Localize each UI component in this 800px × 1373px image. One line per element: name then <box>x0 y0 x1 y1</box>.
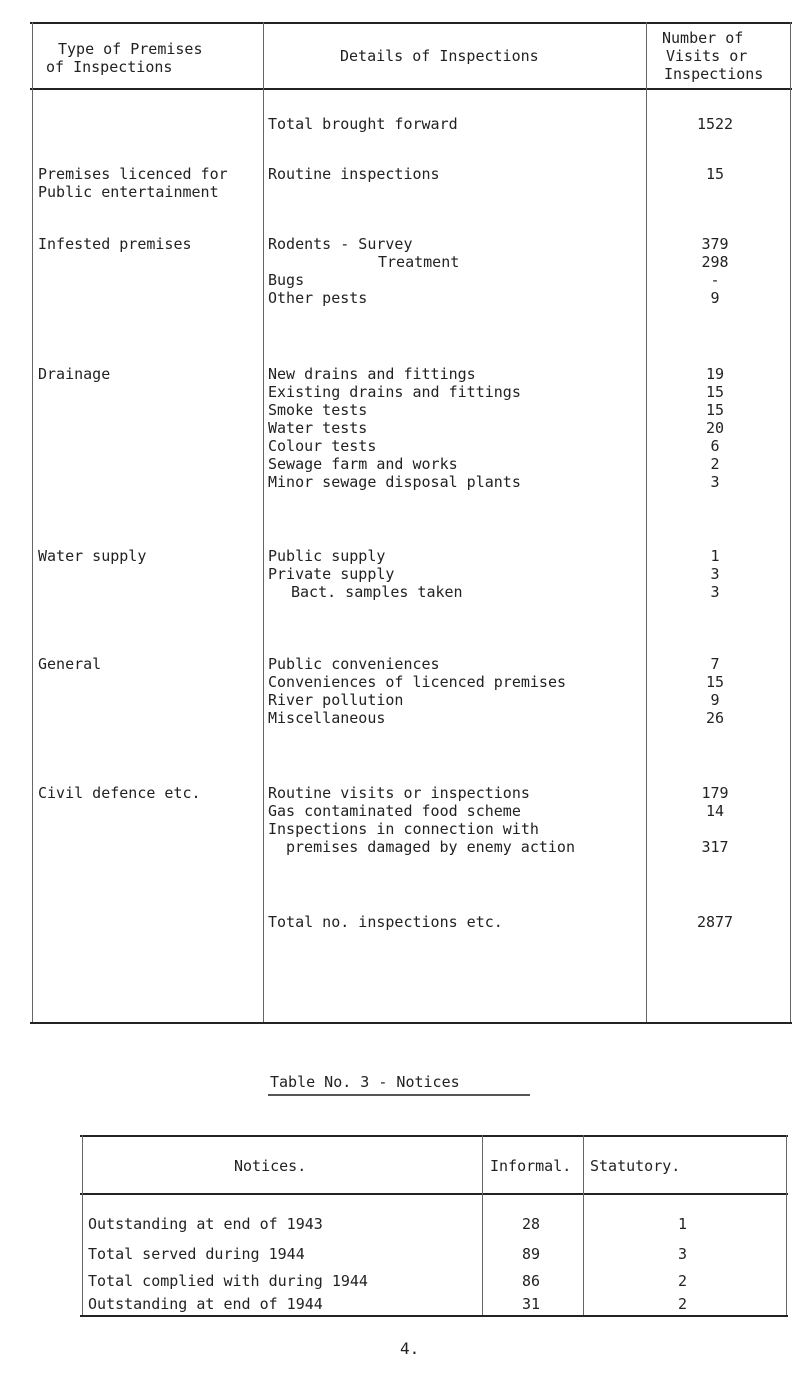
general-detail: River pollution <box>268 691 404 709</box>
drainage-value: 19 <box>705 365 725 383</box>
notices-row-statutory: 3 <box>678 1245 688 1263</box>
infested-detail: Rodents - Survey <box>268 235 413 253</box>
civil-value: 179 <box>701 784 729 802</box>
general-value: 15 <box>705 673 725 691</box>
col-divider-1 <box>263 22 264 1022</box>
drainage-detail: Existing drains and fittings <box>268 383 521 401</box>
brought-forward-value: 1522 <box>696 115 734 133</box>
header-bottom-border <box>30 88 792 90</box>
informal-header: Informal. <box>490 1157 572 1175</box>
water-type: Water supply <box>38 547 147 565</box>
notices-header: Notices. <box>234 1157 307 1175</box>
drainage-detail: Smoke tests <box>268 401 368 419</box>
brought-forward-label: Total brought forward <box>268 115 458 133</box>
drainage-detail: Minor sewage disposal plants <box>268 473 521 491</box>
header-details: Details of Inspections <box>340 47 539 65</box>
general-value: 26 <box>705 709 725 727</box>
drainage-detail: Sewage farm and works <box>268 455 458 473</box>
page-number: 4. <box>400 1339 420 1358</box>
infested-detail: Other pests <box>268 289 368 307</box>
general-value: 9 <box>710 691 720 709</box>
infested-detail: Treatment <box>378 253 460 271</box>
civil-type: Civil defence etc. <box>38 784 201 802</box>
water-value: 1 <box>710 547 720 565</box>
drainage-value: 6 <box>710 437 720 455</box>
drainage-value: 15 <box>705 401 725 419</box>
notices-row-statutory: 1 <box>678 1215 688 1233</box>
drainage-value: 3 <box>710 473 720 491</box>
drainage-value: 2 <box>710 455 720 473</box>
notices-row-label: Outstanding at end of 1943 <box>88 1215 323 1233</box>
notices-right-border <box>786 1135 787 1315</box>
drainage-value: 20 <box>705 419 725 437</box>
water-value: 3 <box>710 583 720 601</box>
civil-detail: Inspections in connection with <box>268 820 539 838</box>
notices-row-informal: 28 <box>522 1215 541 1233</box>
col-divider-2 <box>646 22 647 1022</box>
water-detail: Public supply <box>268 547 386 565</box>
civil-value: 317 <box>701 838 729 856</box>
table-bottom-border <box>30 1022 792 1024</box>
infested-value: - <box>710 271 720 289</box>
licensed-type-line1: Premises licenced for <box>38 165 228 183</box>
civil-value: 14 <box>705 802 725 820</box>
drainage-value: 15 <box>705 383 725 401</box>
water-detail: Bact. samples taken <box>291 583 463 601</box>
header-number-line1: Number of <box>662 29 744 47</box>
notices-row-informal: 31 <box>522 1295 541 1313</box>
drainage-detail: Water tests <box>268 419 368 437</box>
notices-col-divider-1 <box>482 1135 483 1315</box>
header-number-line3: Inspections <box>664 65 764 83</box>
water-detail: Private supply <box>268 565 395 583</box>
infested-value: 9 <box>710 289 720 307</box>
notices-top-border <box>80 1135 788 1137</box>
right-border <box>790 22 791 1022</box>
total-label: Total no. inspections etc. <box>268 913 503 931</box>
notices-col-divider-2 <box>583 1135 584 1315</box>
licensed-value: 15 <box>705 165 725 183</box>
notices-row-statutory: 2 <box>678 1272 688 1290</box>
notices-row-statutory: 2 <box>678 1295 688 1313</box>
drainage-type: Drainage <box>38 365 111 383</box>
notices-row-label: Outstanding at end of 1944 <box>88 1295 323 1313</box>
table-top-border <box>30 22 792 24</box>
infested-value: 298 <box>701 253 729 271</box>
civil-detail: Gas contaminated food scheme <box>268 802 521 820</box>
notices-table-title: Table No. 3 - Notices <box>270 1073 460 1091</box>
header-type-line2: of Inspections <box>46 58 173 76</box>
general-detail: Conveniences of licenced premises <box>268 673 567 691</box>
notices-header-border <box>80 1193 788 1195</box>
general-value: 7 <box>710 655 720 673</box>
infested-detail: Bugs <box>268 271 305 289</box>
general-type: General <box>38 655 102 673</box>
drainage-detail: New drains and fittings <box>268 365 476 383</box>
water-value: 3 <box>710 565 720 583</box>
header-type-line1: Type of Premises <box>58 40 203 58</box>
total-value: 2877 <box>696 913 734 931</box>
infested-type: Infested premises <box>38 235 192 253</box>
general-detail: Public conveniences <box>268 655 440 673</box>
statutory-header: Statutory. <box>590 1157 681 1175</box>
notices-bottom-border <box>80 1315 788 1317</box>
general-detail: Miscellaneous <box>268 709 386 727</box>
civil-detail: Routine visits or inspections <box>268 784 530 802</box>
header-number-line2: Visits or <box>666 47 748 65</box>
infested-value: 379 <box>701 235 729 253</box>
notices-left-border <box>82 1135 83 1315</box>
drainage-detail: Colour tests <box>268 437 377 455</box>
notices-row-informal: 89 <box>522 1245 541 1263</box>
left-border <box>32 22 33 1022</box>
notices-row-label: Total served during 1944 <box>88 1245 305 1263</box>
licensed-detail: Routine inspections <box>268 165 440 183</box>
title-underline <box>268 1094 530 1096</box>
civil-detail: premises damaged by enemy action <box>286 838 575 856</box>
notices-row-informal: 86 <box>522 1272 541 1290</box>
licensed-type-line2: Public entertainment <box>38 183 219 201</box>
notices-row-label: Total complied with during 1944 <box>88 1272 368 1290</box>
